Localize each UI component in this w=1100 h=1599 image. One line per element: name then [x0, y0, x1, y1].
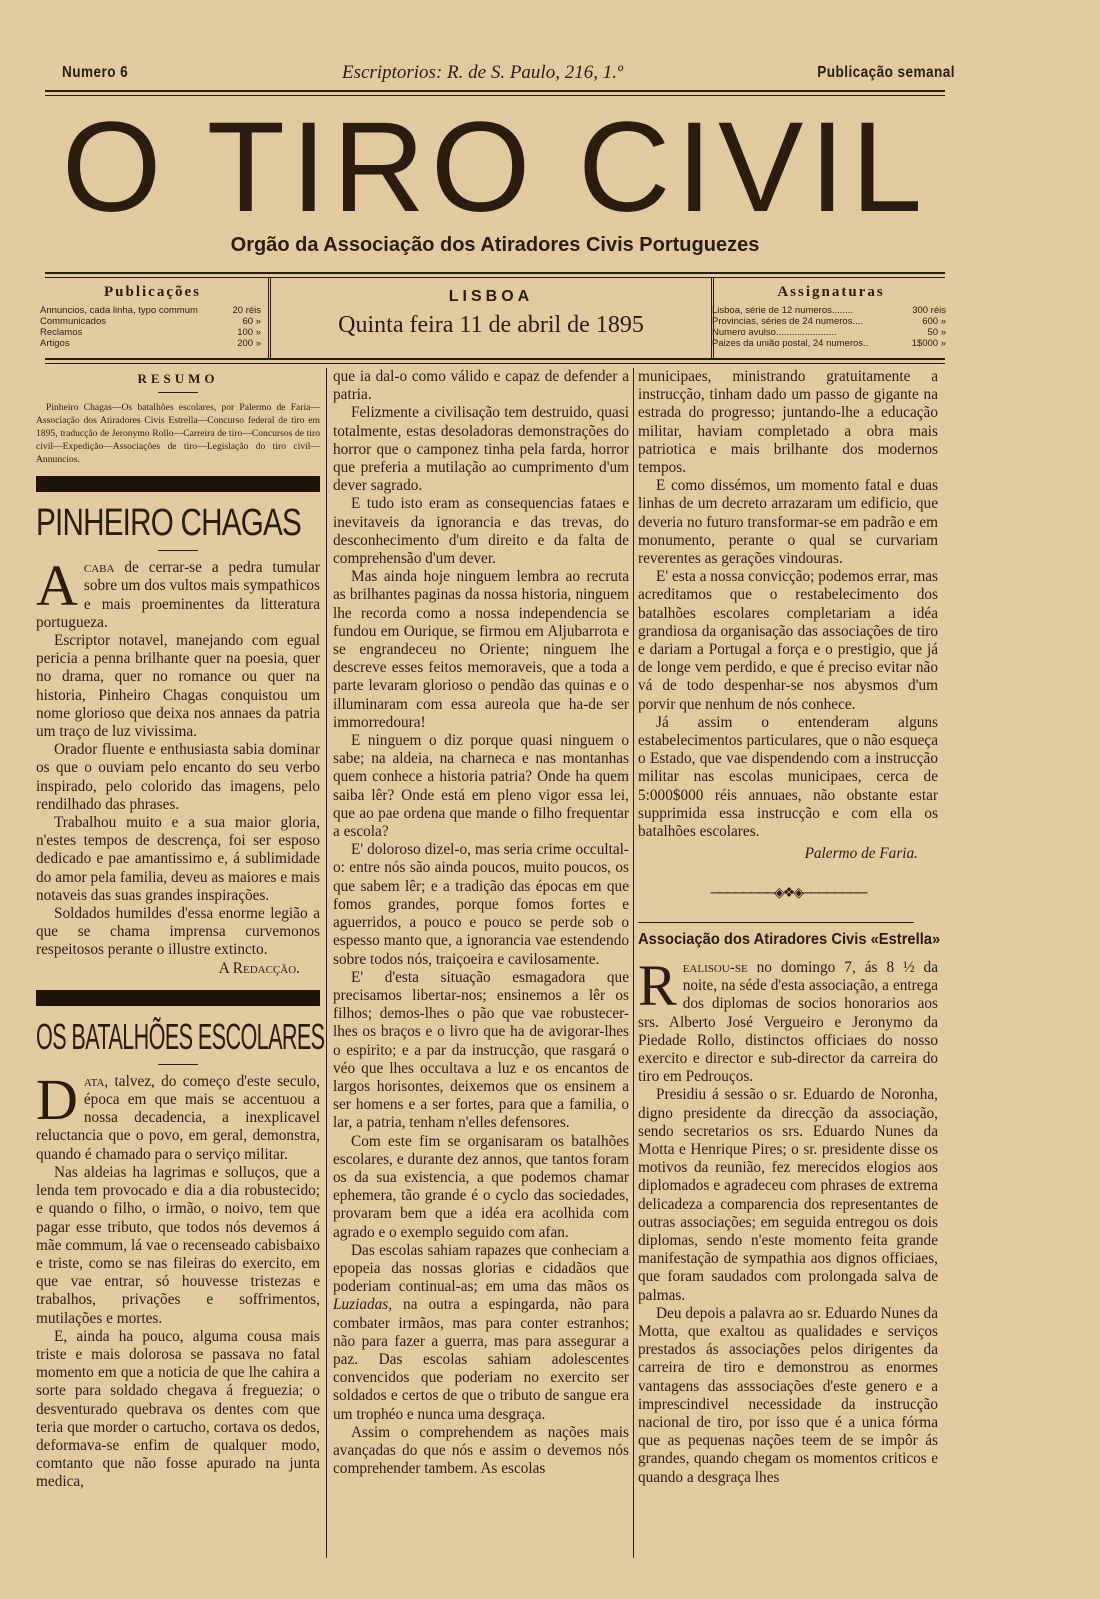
article-paragraph: E, ainda ha pouco, alguma cousa mais triste e mais dolorosa se passava no fatal momento em que a noticia de que lhe cahira a sorte para soldado chegava á freguezia; o desventurado quebrava os dentes com que teria que morder o cartucho, cortava os dedos, deformava-se enfim de qualquer modo, comtanto que não fosse apurado na junta medica, [36, 1327, 320, 1491]
article-paragraph: Soldados humildes d'essa enorme legião a que se chama imprensa curvemonos respeitosos perante o illustre extincto. [36, 905, 320, 959]
table-row [40, 316, 265, 327]
row-value: 200 » [237, 338, 261, 349]
article-paragraph: E' esta a nossa convicção; podemos errar, mas acreditamos que o restabelecimento dos batalhões escolares completariam a idéa grandiosa da organisação das associações de tiro e dariam a Portugal a força e o prestigio, que já de longe vem perdido, e que é preciso evitar não vá de todo despenhar-se nos abysmos d'um porvir que nenhum de nós conhece. [638, 568, 938, 713]
article-paragraph: Escriptor notavel, manejando com egual pericia a penna brilhante quer na poesia, quer no drama, quer no romance ou quer na historia, Pinheiro Chagas conquistou um nome glorioso que deixa nos annaes da patria um traço de luz vivissima. [36, 632, 320, 741]
drop-cap: R [638, 952, 677, 1018]
column-rule-1 [326, 368, 327, 1558]
article-paragraph: municipaes, ministrando gratuitamente a instrucção, tinham dado um passo de gigante na estrada do progresso; juntando-lhe a educação militar, haviam completado a obra mais patriotica e mais brilhante dos modernos tempos. [638, 368, 938, 477]
article-paragraph: Presidiu á sessão o sr. Eduardo de Noronha, digno presidente da direcção da associação, sendo secretarios os srs. Eduardo Nunes da Motta e Henrique Pires; o sr. presidente disse os motivos da reunião, fez merecidos elogios aos diplomados e agradeceu com phrases de extrema delicadeza a comparencia dos representantes de outras associações; em seguida entregou os dois diplomas, sendo n'este momento feita grande manifestação de sympathia aos dignos officiaes, que foram saudados com prolongada salva de palmas. [638, 1086, 938, 1304]
publication-frequency: Publicação semanal [817, 64, 955, 81]
table-row [40, 338, 265, 349]
article-paragraph: Já assim o entenderam alguns estabelecimentos particulares, que o não esqueça o Estado, que vae dispendendo com a instrucção militar nas escolas municipaes, cerca de 5:000$000 réis annuaes, não obstante estar supprimida essa instrucção e com ella os batalhões escolares. [638, 713, 938, 841]
article-paragraph: Realisou-se no domingo 7, ás 8 ½ da noite, na séde d'esta associação, a entrega dos diplomas de socios honorarios aos srs. Alberto José Vergueiro e Jeronymo da Piedade Rollo, distinctos officiaes do nosso exercito e director e sub-director da carreira do tiro em Pedrouços. [638, 952, 938, 1086]
table-row [40, 305, 265, 316]
article-paragraph: Felizmente a civilisação tem destruido, quasi totalmente, estas desoladoras demonstrações do horror que o camponez tinha pela farda, horror que preferia a mutilação ao cumprimento d'um dever sagrado. [333, 404, 629, 495]
article-paragraph: Acaba de cerrar-se a pedra tumular sobre um dos vultos mais sympathicos e mais proeminentes da litteratura portugueza. [36, 553, 320, 631]
column-3 [638, 368, 941, 1487]
dateline-box [268, 278, 714, 358]
row-label: Artigos [40, 338, 70, 349]
subscriptions-table [712, 305, 950, 349]
table-row [40, 327, 265, 338]
article-paragraph: Trabalhou muito e a sua maior gloria, n'estes tempos de descrença, foi ser esposo dedicado e pae amantissimo e, á sublimidade do amor pela familia, deveu as maiores e mais notaveis das suas grandes inspirações. [36, 814, 320, 904]
row-value: 1$000 » [911, 338, 946, 349]
divider [158, 392, 198, 393]
row-value: 300 réis [912, 305, 946, 316]
article-signature: Palermo de Faria. [804, 845, 918, 863]
article-signature: A Redacção. [218, 959, 300, 977]
article-paragraph: Mas ainda hoje ninguem lembra ao recruta as brilhantes paginas da nossa historia, ninguem lhe recorda como a nossa independencia se fundou em Ourique, se firmou em Aljubarrota e se engrandeceu no Oriente; ninguem lhe descreve esses feitos memoraveis, que a toda a parte levaram glorioso o pendão das quinas e o illuminaram com essa aureola que ha-de ser immorredoura! [333, 568, 629, 731]
article-paragraph: Deu depois a palavra ao sr. Eduardo Nunes da Motta, que exaltou as qualidades e serviços prestados ás associações pelos dirigentes da carreira de tiro e demonstrou as enormes vantagens das asssociações d'este genero e a imprescindivel necessidade da instrucção nacional de tiro, por isso que é a unica fórma que as pequenas nações teem de se impôr ás grandes, quando chegam os momentos criticos e quando a desgraça lhes [638, 1304, 938, 1486]
article-title-pinheiro-chagas: PINHEIRO CHAGAS [36, 502, 301, 545]
issue-number: Numero 6 [62, 64, 129, 81]
article-paragraph: E ninguem o diz porque quasi ninguem o sabe; na aldeia, na charneca e nas montanhas quem conhece a historia patria? Onde ha quem saiba lêr? Onde está em pleno vigor essa lei, que ao pae ordena que mande o filho frequentar a escola? [333, 732, 629, 841]
article-paragraph: Orador fluente e enthusiasta sabia dominar os que o ouviam pelo encanto do seu verbo inspirado, pelo colorido das imagens, pelo rendilhado das phrases. [36, 741, 320, 813]
drop-cap: D [36, 1066, 78, 1132]
publications-title: Publicações [104, 284, 201, 300]
row-label: Numero avulso....................... [712, 327, 837, 338]
article-paragraph: que ia dal-o como válido e capaz de defender a patria. [333, 368, 629, 404]
column-1 [36, 368, 325, 1492]
drop-cap: A [36, 553, 78, 619]
row-value: 60 » [242, 316, 261, 327]
table-row [712, 305, 950, 316]
issue-date: Quinta feira 11 de abril de 1895 [338, 312, 644, 338]
row-label: Communicados [40, 316, 106, 327]
section-bar [36, 990, 320, 1006]
row-label: Lisboa, série de 12 numeros........ [712, 305, 853, 316]
row-label: Reclamos [40, 327, 83, 338]
table-row [712, 327, 950, 338]
column-rule-2 [633, 368, 634, 1558]
divider [158, 1064, 198, 1065]
article-paragraph: Nas aldeias ha lagrimas e solluços, que a lenda tem provocado e dia a dia robustecido; e quando o filho, o irmão, o noivo, tem que pagar esse tributo, que todos nós devemos á mãe commum, lá vae o recenseado cabisbaixo e triste, como se nas fileiras do exercito, em que vae entrar, só houvesse tristezas e trabalhos, privações e soffrimentos, mutilações e mortes. [36, 1163, 320, 1327]
row-value: 50 » [927, 327, 946, 338]
table-row [712, 338, 950, 349]
city: LISBOA [448, 288, 534, 305]
row-label: Paizes da união postal, 24 numeros.. [712, 338, 869, 349]
office-address: Escriptorios: R. de S. Paulo, 216, 1.º [342, 62, 623, 83]
article-paragraph: E tudo isto eram as consequencias fataes e inevitaveis da ignorancia e das trevas, do desconhecimento d'um direito e da falta de comprehensão d'um dever. [333, 495, 629, 568]
info-band [40, 278, 950, 358]
article-paragraph: Com este fim se organisaram os batalhões escolares, e durante dez annos, que tantos foram os da sua existencia, a que podemos chamar ephemera, tão grande é o cyclo das sociedades, provaram bem que a idéa era acolhida com agrado e o exemplo seguido com afan. [333, 1132, 629, 1241]
subscriptions-title: Assignaturas [777, 284, 885, 300]
row-value: 600 » [922, 316, 946, 327]
section-bar [36, 476, 320, 492]
table-row [712, 316, 950, 327]
article-title-batalhoes-escolares: OS BATALHÕES ESCOLARES [36, 1015, 325, 1057]
resumo-text: Pinheiro Chagas—Os batalhões escolares, por Palermo de Faria—Associação dos Atiradores Civis Estrella—Concurso federal de tiro em 1895, traducção de Jeronymo Rollo—Carreira de tiro—Concursos de tiro civil—Expedição—Associações de tiro—Legislação do tiro civil—Annuncios. [36, 402, 320, 466]
article-paragraph: Data, talvez, do começo d'este seculo, época em que mais se accentuou a nossa decadencia, a inexplicavel reluctancia que o povo, em geral, demonstra, quando é chamado para o serviço militar. [36, 1066, 320, 1163]
masthead-subtitle: Orgão da Associação dos Atiradores Civis Portuguezes [230, 234, 760, 256]
column-2 [333, 368, 629, 1478]
ornament-divider: ────────◈❖◈──────── [710, 886, 866, 902]
article-paragraph: Assim o comprehendem as nações mais avançadas do que nós e assim o devemos nós comprehender tambem. As escolas [333, 1423, 629, 1478]
publications-table [40, 305, 265, 349]
article-paragraph: Das escolas sahiam rapazes que conheciam a epopeia das nossas glorias e cidadãos que poderiam continual-as; em uma das mãos os Luziadas, na outra a espingarda, não para combater irmãos, mas para conter estranhos; não para fazer a guerra, mas para assegurar a paz. Das escolas sahiam adolescentes convencidos que poderiam no exercito ser soldados e certos de que o tributo de sangue era um trophéo e nunca uma desgraça. [333, 1241, 629, 1423]
resumo-title: RESUMO [137, 371, 219, 386]
row-label: Provincias, séries de 24 numeros.... [712, 316, 864, 327]
band-bottom-rule [45, 358, 945, 364]
article-paragraph: E' d'esta situação esmagadora que precisamos libertar-nos; ensinemos a lêr os filhos; demos-lhes o pão que vae robustecer-lhes os braços e o livro que ha de avigorar-lhes o espirito; e a par da instrucção, que rasgará o véo que lhes occultava a luz e os encantos de largos horisontes, deixemos que os ensinem a ser homens e a ser fortes, para que a familia, o lar, a patria, tenham n'elles defensores. [333, 968, 629, 1132]
row-value: 20 réis [232, 305, 261, 316]
divider [158, 550, 198, 551]
row-label: Annuncios, cada linha, typo commum [40, 305, 198, 316]
row-value: 100 » [237, 327, 261, 338]
article-paragraph: E' doloroso dizel-o, mas seria crime occultal-o: entre nós são ainda poucos, muito poucos, os que sabem lêr; e a tradição das épocas em que fomos grandes, porque fomos fortes e aguerridos, a pouco e pouco se perde sob o espesso manto que, a ignorancia vae estendendo sobre todos nós, traiçoeira e cavilosamente. [333, 841, 629, 968]
article-paragraph: E como dissémos, um momento fatal e duas linhas de um decreto arrazaram um edificio, que deveria no futuro transformar-se em padrão e em monumento, perante o qual se curvariam reverentes as gerações vindouras. [638, 477, 938, 568]
section-title-estrella: Associação dos Atiradores Civis «Estrella» [638, 922, 914, 949]
masthead-title: O TIRO CIVIL [61, 96, 929, 239]
subscriptions-box [712, 278, 950, 358]
top-info-line [62, 62, 955, 86]
publications-box [40, 278, 265, 358]
